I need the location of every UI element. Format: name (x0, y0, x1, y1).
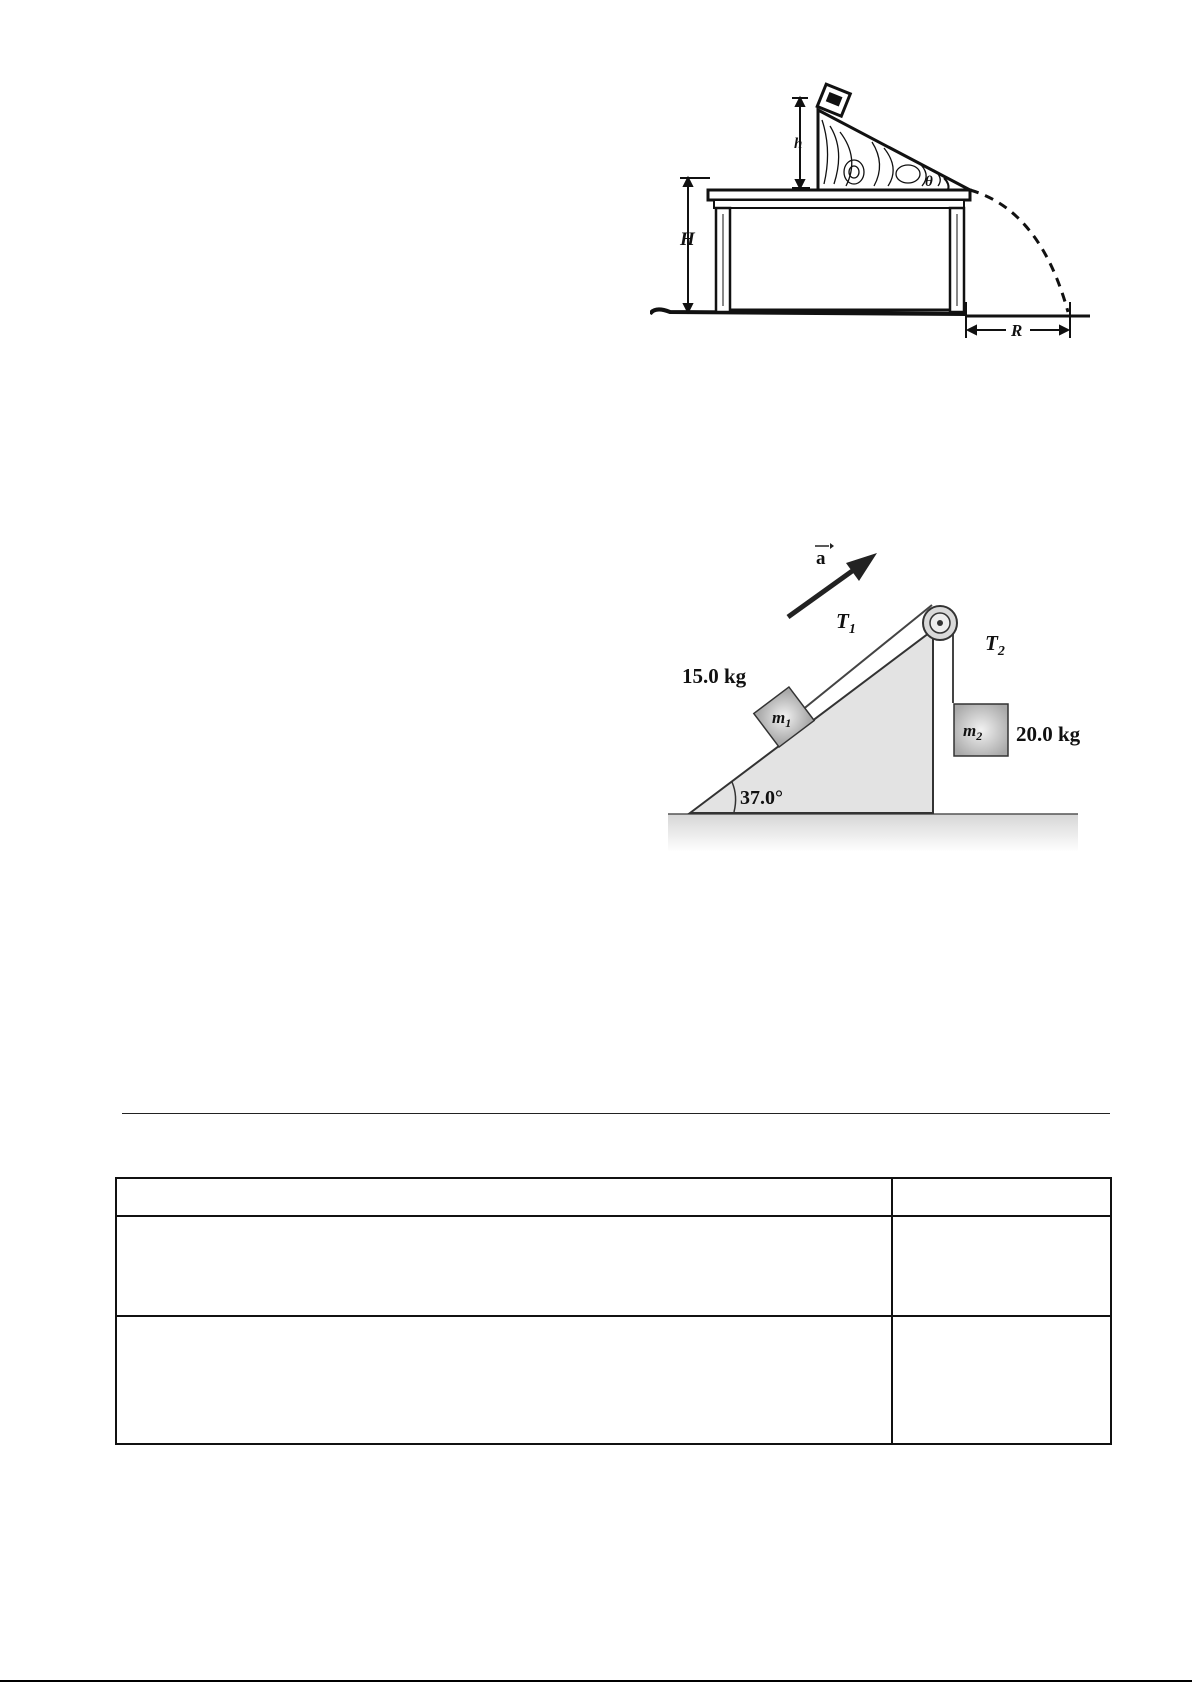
incline-pulley-figure (660, 540, 1110, 860)
tension-T2-label: $T_2$ (985, 631, 1005, 659)
R-label: R (1011, 321, 1023, 340)
mass-m1-label: $m_1$ (772, 708, 792, 730)
page-bottom-rule (0, 1680, 1192, 1682)
acceleration-label: a (816, 548, 826, 569)
section-divider (122, 1113, 1110, 1114)
table-cell (116, 1178, 892, 1216)
H-label: H (680, 229, 695, 250)
acceleration-arrow (788, 553, 877, 617)
table-apron (714, 200, 964, 208)
table-cell (892, 1178, 1111, 1216)
table-cell (892, 1316, 1111, 1444)
table-cell (116, 1216, 892, 1316)
mass-m2-label: $m_2$ (963, 721, 983, 743)
ground (668, 814, 1078, 852)
table-cell (116, 1316, 892, 1444)
projectile-path (970, 190, 1068, 312)
table-row (116, 1216, 1111, 1316)
mass-m1-value: 15.0 kg (682, 664, 747, 688)
pulley (923, 606, 957, 640)
table-row (116, 1178, 1111, 1216)
theta-label: θ (925, 174, 933, 190)
mass-m2-value: 20.0 kg (1016, 722, 1081, 746)
h-label: h (794, 136, 803, 152)
wooden-wedge (818, 110, 970, 190)
angle-label: 37.0° (740, 787, 783, 809)
answer-table (115, 1177, 1112, 1445)
tension-T1-label: $T_1$ (836, 609, 856, 637)
table-wedge-figure (650, 80, 1110, 360)
table-cell (892, 1216, 1111, 1316)
table-row (116, 1316, 1111, 1444)
